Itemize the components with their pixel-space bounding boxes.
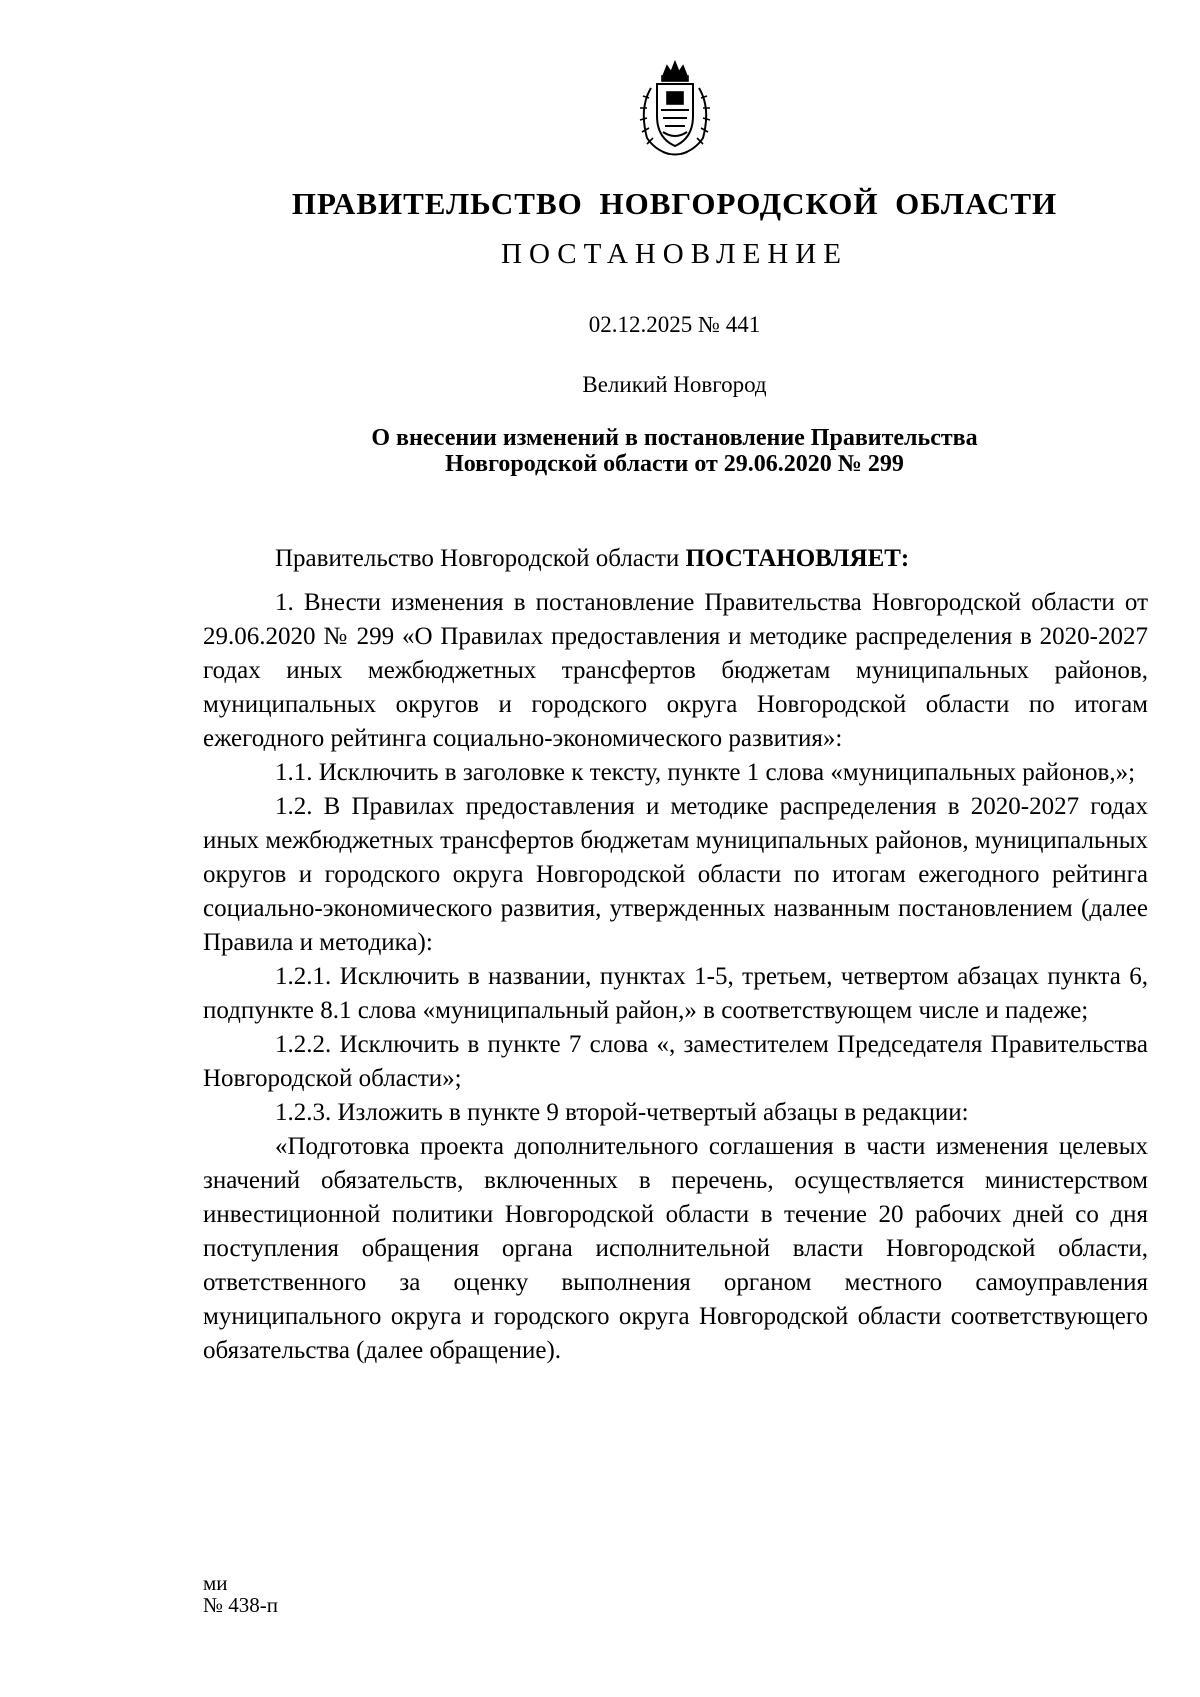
paragraph-1-2: 1.2. В Правилах предоставления и методике распределения в 2020-2027 годах иных межбюджетных трансфертов бюджетам муниципальных районов, муниципальных округов и городского округа Новгородской области по итогам ежегодного рейтинга социально-экономического развития, утвержденных названным постановлением (далее Правила и методика): [203,793,1148,956]
paragraph-1: 1. Внести изменения в постановление Правительства Новгородской области от 29.06.2020 № 299 «О Правилах предоставления и методике распределения в 2020-2027 годах иных межбюджетных трансфертов бюджетам муниципальных районов, муниципальных округов и городского округа Новгородской области по итогам ежегодного рейтинга социально-экономического развития»: [203,589,1148,752]
document-title-line-2: Новгородской области от 29.06.2020 № 299 [445,451,904,477]
document-type-heading: ПОСТАНОВЛЕНИЕ [501,238,848,270]
intro-paragraph [203,542,1148,576]
footer-initials: ми [203,1571,228,1595]
intro-decree-word: ПОСТАНОВЛЯЕТ: [685,545,910,572]
document-title [0,425,1200,477]
city-name: Великий Новгород [582,372,767,397]
novgorod-coat-of-arms-icon [633,58,717,158]
document-title-line-1: О внесении изменений в постановление Правительства [371,425,978,451]
paragraph-1-2-2: 1.2.2. Исключить в пункте 7 слова «, заместителем Председателя Правительства Новгородской области»; [203,1031,1148,1092]
paragraph-1-2-1: 1.2.1. Исключить в названии, пунктах 1-5, третьем, четвертом абзацах пункта 6, подпункте 8.1 слова «муниципальный район,» в соответствующем числе и падеже; [203,963,1148,1024]
footer-number: № 438-п [203,1593,279,1617]
date-and-number: 02.12.2025 № 441 [588,312,761,337]
organization-heading: ПРАВИТЕЛЬСТВО НОВГОРОДСКОЙ ОБЛАСТИ [291,186,1058,221]
document-body [203,542,1148,1368]
paragraph-1-2-3: 1.2.3. Изложить в пункте 9 второй-четвертый абзацы в редакции: [275,1099,969,1126]
footer-note [203,1572,278,1616]
intro-text: Правительство Новгородской области [275,545,686,572]
paragraph-1-1: 1.1. Исключить в заголовке к тексту, пункте 1 слова «муниципальных районов,»; [275,759,1136,786]
quoted-paragraph: «Подготовка проекта дополнительного соглашения в части изменения целевых значений обязательств, включенных в перечень, осуществляется министерством инвестиционной политики Новгородской области в течение 20 рабочих дней со дня поступления обращения органа исполнительной власти Новгородской области, ответственного за оценку выполнения органом местного самоуправления муниципального округа и городского округа Новгородской области соответствующего обязательства (далее обращение). [203,1133,1148,1364]
